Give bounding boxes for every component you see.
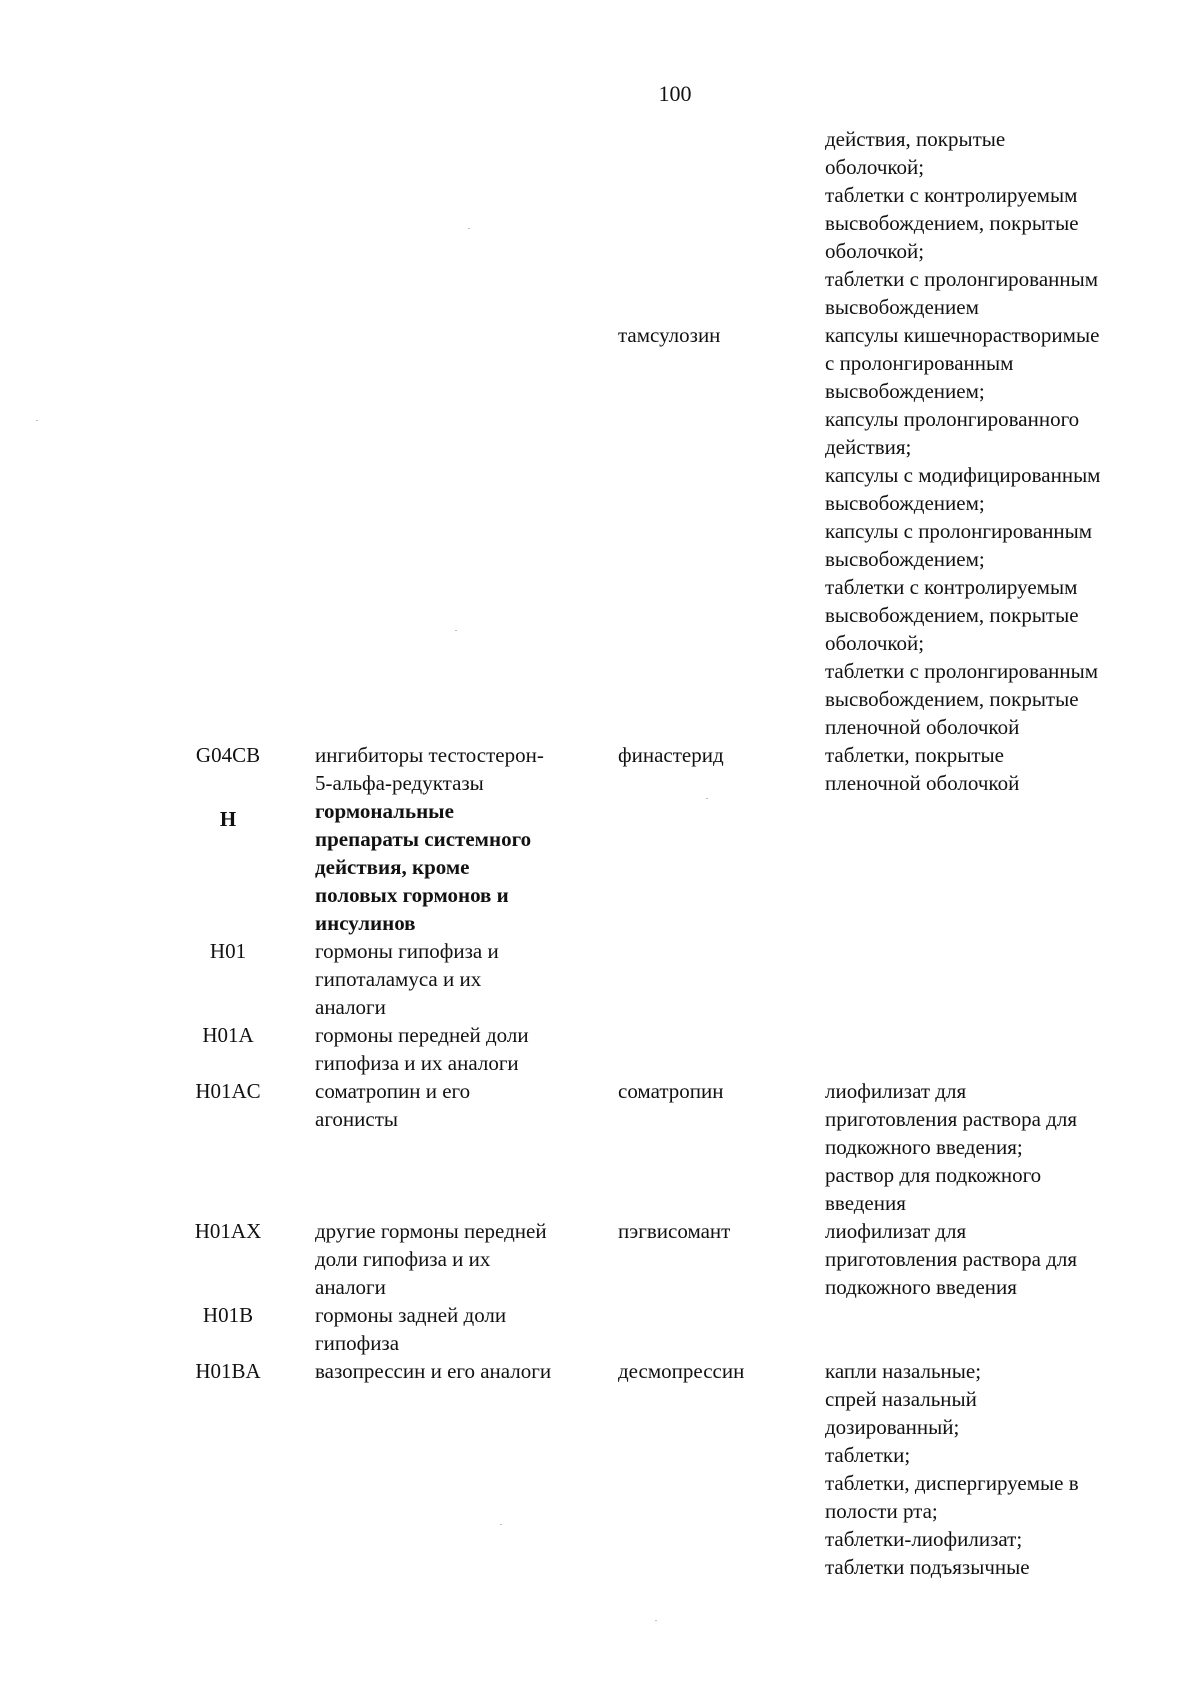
dosage-form-line: таблетки подъязычные [825, 1555, 1030, 1579]
group-name [315, 797, 605, 937]
group-name [315, 1217, 605, 1301]
dosage-form-line: таблетки с пролонгированным [825, 659, 1099, 683]
inn-name: тамсулозин [618, 323, 721, 347]
dosage-form [825, 741, 1185, 797]
dosage-form [825, 125, 1185, 321]
atc-code: H01AC [195, 1079, 261, 1103]
group-name-line: действия, кроме [315, 855, 470, 879]
dosage-form-line: капсулы с модифицированным [825, 463, 1101, 487]
scan-speck [500, 1524, 502, 1525]
inn-name: десмопрессин [618, 1359, 745, 1383]
atc-code: H01 [209, 939, 247, 963]
atc-code: H01A [202, 1023, 254, 1047]
atc-code: H [219, 807, 237, 831]
dosage-form-line: высвобождением; [825, 547, 985, 571]
group-name-line: гипофиза и их аналоги [315, 1051, 519, 1075]
dosage-form-line: капли назальные; [825, 1359, 982, 1383]
group-name-line: инсулинов [315, 911, 416, 935]
dosage-form-line: высвобождением [825, 295, 979, 319]
dosage-form-line: капсулы с пролонгированным [825, 519, 1093, 543]
group-name-line: другие гормоны передней [315, 1219, 547, 1243]
group-name-line: гормональные [315, 799, 454, 823]
dosage-form-line: раствор для подкожного [825, 1163, 1042, 1187]
group-name [315, 1021, 605, 1077]
group-name-line: гипоталамуса и их [315, 967, 482, 991]
dosage-form-line: таблетки-лиофилизат; [825, 1527, 1023, 1551]
dosage-form [825, 1357, 1185, 1581]
dosage-form-line: капсулы кишечнорастворимые [825, 323, 1100, 347]
dosage-form-line: с пролонгированным [825, 351, 1014, 375]
dosage-form-line: высвобождением, покрытые [825, 687, 1079, 711]
group-name-line: 5-альфа-редуктазы [315, 771, 484, 795]
dosage-form-line: таблетки, покрытые [825, 743, 1004, 767]
group-name [315, 937, 605, 1021]
scan-speck [468, 228, 470, 229]
group-name-line: соматропин и его [315, 1079, 471, 1103]
dosage-form-line: пленочной оболочкой [825, 715, 1020, 739]
inn-name: соматропин [618, 1079, 724, 1103]
atc-code: H01BA [195, 1359, 261, 1383]
dosage-form-line: таблетки с контролируемым [825, 575, 1078, 599]
dosage-form [825, 1217, 1185, 1301]
dosage-form-line: подкожного введения [825, 1275, 1017, 1299]
group-name-line: гормоны задней доли [315, 1303, 507, 1327]
group-name-line: вазопрессин и его аналоги [315, 1359, 552, 1383]
dosage-form-line: спрей назальный [825, 1387, 977, 1411]
dosage-form-line: приготовления раствора для [825, 1247, 1077, 1271]
dosage-form-line: оболочкой; [825, 239, 925, 263]
dosage-form-line: введения [825, 1191, 906, 1215]
group-name-line: агонисты [315, 1107, 398, 1131]
group-name-line: половых гормонов и [315, 883, 509, 907]
dosage-form-line: высвобождением; [825, 379, 985, 403]
dosage-form-line: высвобождением; [825, 491, 985, 515]
group-name [315, 1301, 605, 1357]
group-name [315, 1357, 605, 1385]
dosage-form-line: таблетки; [825, 1443, 911, 1467]
dosage-form [825, 1077, 1185, 1217]
dosage-form-line: высвобождением, покрытые [825, 603, 1079, 627]
dosage-form-line: полости рта; [825, 1499, 938, 1523]
page-number: 100 [658, 81, 692, 106]
dosage-form-line: таблетки с контролируемым [825, 183, 1078, 207]
dosage-form-line: пленочной оболочкой [825, 771, 1020, 795]
dosage-form-line: таблетки, диспергируемые в [825, 1471, 1079, 1495]
dosage-form-line: лиофилизат для [825, 1219, 967, 1243]
dosage-form-line: высвобождением, покрытые [825, 211, 1079, 235]
dosage-form-line: лиофилизат для [825, 1079, 967, 1103]
dosage-form-line: дозированный; [825, 1415, 960, 1439]
atc-code: H01B [202, 1303, 254, 1327]
scan-speck [36, 420, 38, 421]
dosage-form-line: действия; [825, 435, 912, 459]
group-name-line: ингибиторы тестостерон- [315, 743, 544, 767]
inn-name: финастерид [618, 743, 724, 767]
group-name [315, 741, 605, 797]
scan-speck [655, 1620, 657, 1621]
dosage-form-line: приготовления раствора для [825, 1107, 1077, 1131]
dosage-form-line: капсулы пролонгированного [825, 407, 1080, 431]
dosage-form-line: подкожного введения; [825, 1135, 1023, 1159]
group-name-line: аналоги [315, 995, 386, 1019]
group-name-line: гормоны передней доли [315, 1023, 529, 1047]
dosage-form-line: действия, покрытые [825, 127, 1006, 151]
dosage-form-line: оболочкой; [825, 631, 925, 655]
group-name-line: гормоны гипофиза и [315, 939, 499, 963]
group-name [315, 1077, 605, 1133]
dosage-form-line: оболочкой; [825, 155, 925, 179]
group-name-line: доли гипофиза и их [315, 1247, 491, 1271]
group-name-line: препараты системного [315, 827, 532, 851]
group-name-line: аналоги [315, 1275, 386, 1299]
scan-speck [706, 798, 708, 799]
dosage-form-line: таблетки с пролонгированным [825, 267, 1099, 291]
dosage-form [825, 321, 1185, 741]
scan-speck [455, 630, 457, 631]
atc-code: G04CB [195, 743, 261, 767]
inn-name: пэгвисомант [618, 1219, 731, 1243]
group-name-line: гипофиза [315, 1331, 400, 1355]
atc-code: H01AX [194, 1219, 262, 1243]
